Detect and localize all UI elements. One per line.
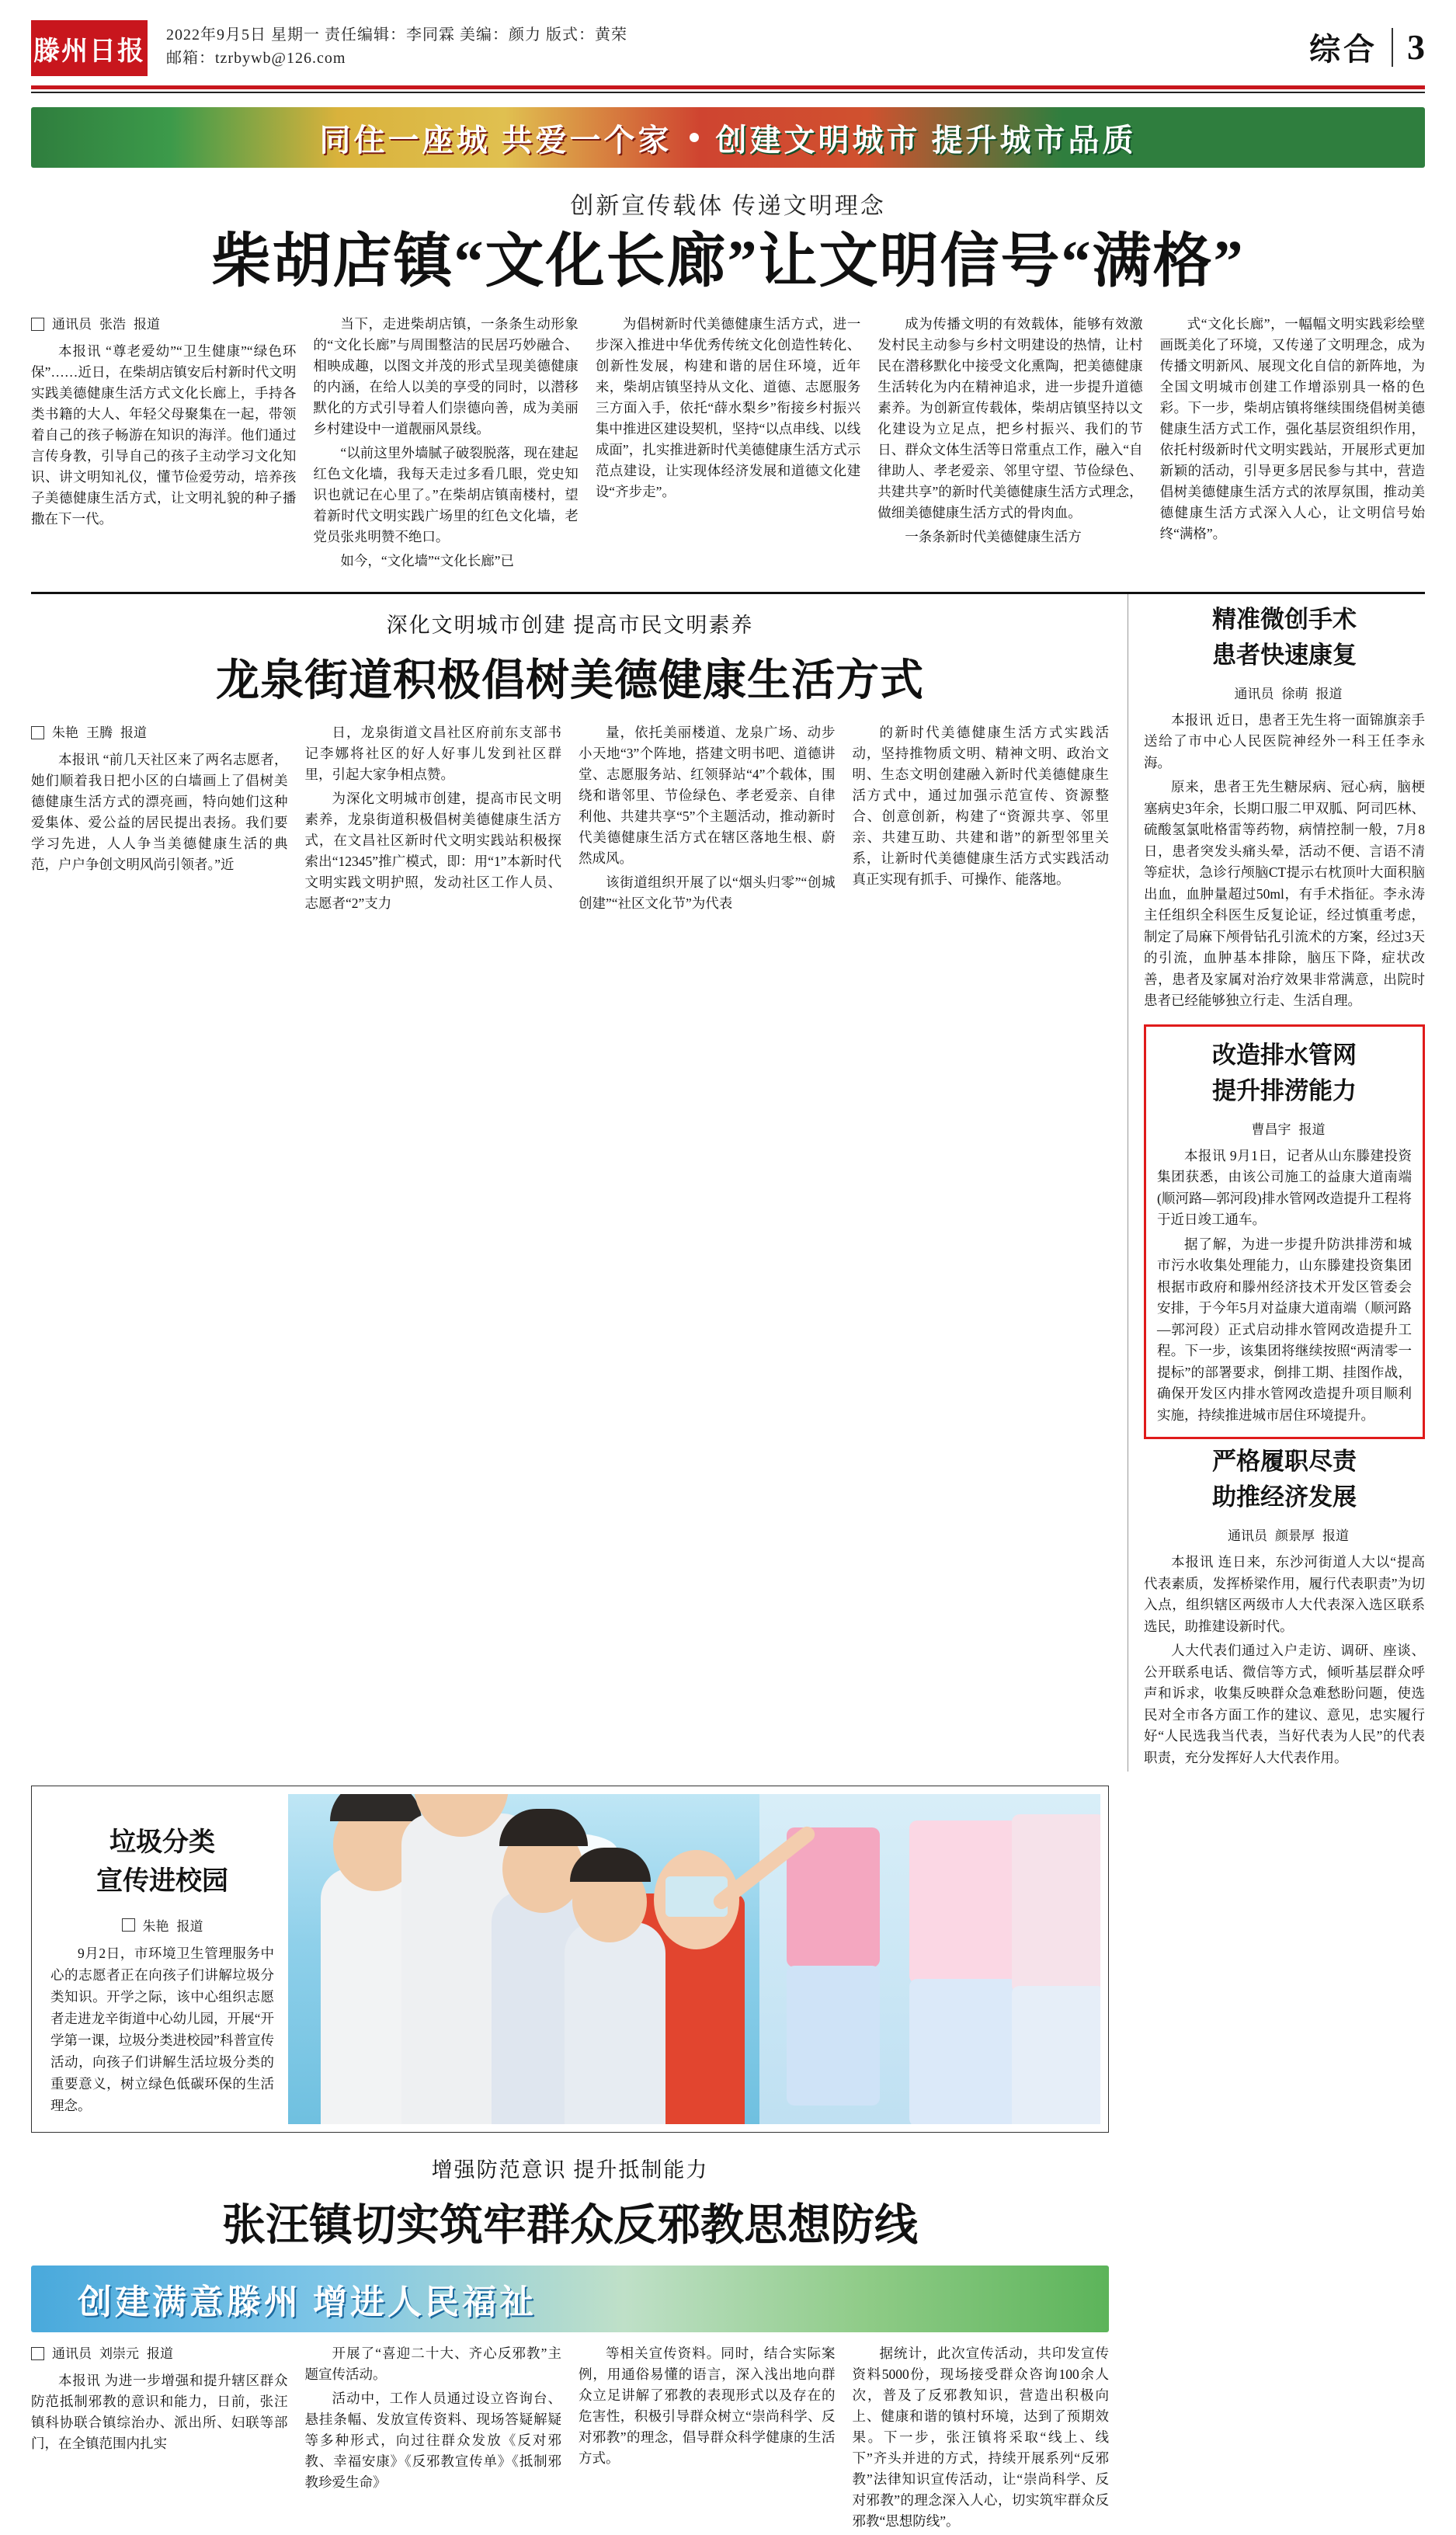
byline-verb: 报道 <box>1298 1121 1326 1137</box>
byline-box-icon <box>31 318 44 331</box>
section-divider <box>1392 28 1393 67</box>
rail-bottom-title-line2: 助推经济发展 <box>1212 1483 1357 1511</box>
byline-verb: 报道 <box>147 2346 173 2362</box>
photo-image <box>288 1794 1100 2124</box>
rail-top-para: 本报讯 近日，患者王先生将一面锦旗亲手送给了市中心人民医院神经外一科王任李永海。 <box>1144 711 1425 770</box>
rail-top-body <box>1144 710 1425 1012</box>
masthead-email-line: 邮箱：tzrbywb@126.com <box>166 50 346 67</box>
story2-para: 量，依托美丽楼道、龙泉广场、动步小天地“3”个阵地，搭建文明书吧、道德讲堂、志愿服务站、红领驿站“4”个载体，围绕和谐邻里、节俭绿色、孝老爱亲、自律利他、共建共享“5”个主题活动，推动新时代美德健康生活方式在辖区落地生根、蔚然成风。 <box>579 724 836 866</box>
story3-para: 开展了“喜迎二十大、齐心反邪教”主题宣传活动。 <box>304 2345 561 2383</box>
lead-para: “以前这里外墙腻子破裂脱落，现在建起红色文化墙，我每天走过多看几眼，党史知识也就记在心里了。”在柴胡店镇南楼村，望着新时代文明实践广场里的红色文化墙，老党员张兆明赞不绝口。 <box>313 444 579 544</box>
masthead-date-line: 2022年9月5日 星期一 责任编辑：李同霖 美编：颜力 版式：黄荣 <box>166 26 627 43</box>
byline-role: 朱艳 <box>52 725 78 740</box>
lead-col-3 <box>596 314 860 575</box>
byline-name: 刘崇元 <box>99 2346 139 2362</box>
rail-box-title-line1: 改造排水管网 <box>1212 1041 1357 1069</box>
story2-para: 本报讯 “前几天社区来了两名志愿者，她们顺着我日把小区的白墙画上了倡树美德健康生活方式的漂亮画，特向她们这种爱集体、爱公益的居民提出表扬。我们要学习先进，人人争当美德健康生活的典范，户户争创文明风尚引领者。”近 <box>31 751 288 872</box>
byline-verb: 报道 <box>120 725 147 740</box>
story3-para: 等相关宣传资料。同时，结合实际案例，用通俗易懂的语言，深入浅出地向群众立足讲解了邪教的表现形式以及存在的危害性，积极引导群众树立“崇尚科学、反对邪教”的理念，倡导群众科学健康的生活方式。 <box>579 2345 836 2467</box>
byline-name: 张浩 <box>99 316 126 332</box>
byline-box-icon <box>122 1918 135 1932</box>
story2-col-2 <box>305 722 562 917</box>
byline-box-icon <box>31 726 44 739</box>
byline-role: 朱艳 <box>142 1919 169 1935</box>
story3-para: 据统计，此次宣传活动，共印发宣传资料5000份，现场接受群众咨询100余人次，普及了反邪教知识，营造出积极向上、健康和谐的镇村环境，达到了预期效果。下一步，张汪镇将采取“线上、线下”齐头并进的方式，持续开展系列“反邪教”法律知识宣传活动，让“崇尚科学、反对邪教”的理念深入人心，切实筑牢群众反邪教“思想防线”。 <box>852 2345 1109 2530</box>
story3-pane <box>31 2137 1109 2535</box>
rail-top-title-line1: 精准微创手术 <box>1212 605 1357 633</box>
lead-para: 式“文化长廊”，一幅幅文明实践彩绘壁画既美化了环境，又传递了文明理念，成为传播文明新风、展现文化自信的新阵地，为全国文明城市创建工作增添别具一格的色彩。下一步，柴胡店镇将继续围绕倡树美德健康生活方式工作，强化基层资组织作用，依托村级新时代文明实践站，开展形式更加新颖的活动，引导更多居民参与其中，营造倡树美德健康生活方式的浓厚氛围，推动美德健康生活方式深入人心，让文明信号始终“满格”。 <box>1159 315 1426 541</box>
rail-bottom-title-line1: 严格履职尽责 <box>1212 1448 1357 1476</box>
story2-headline: 龙泉街道积极倡树美德健康生活方式 <box>216 656 924 705</box>
photo-story-section <box>31 1786 1425 2133</box>
story3-col-2 <box>305 2343 562 2535</box>
rail-top-byline <box>1144 683 1425 702</box>
byline-name: 徐萌 <box>1281 686 1308 701</box>
story2-para: 为深化文明城市创建，提高市民文明素养，龙泉街道积极倡树美德健康生活方式，在文昌社区新时代文明实践站积极探索出“12345”推广模式，即：用“1”本新时代文明实践文明护照，发动社区工作人员、志愿者“2”支力 <box>304 790 561 911</box>
story3-para: 本报讯 为进一步增强和提升辖区群众防范抵制邪教的意识和能力，日前，张汪镇科协联合镇综治办、派出所、妇联等部门，在全镇范围内扎实 <box>31 2373 288 2452</box>
story2-para: 该街道组织开展了以“烟头归零”“创城创建”“社区文化节”为代表 <box>579 874 836 911</box>
byline-box-icon <box>31 2347 44 2360</box>
photo-caption-column <box>40 1794 288 2124</box>
newspaper-logo: 滕州日报 <box>31 20 148 76</box>
story3-para: 活动中，工作人员通过设立咨询台、悬挂条幅、发放宣传资料、现场答疑解疑等多种形式，向过往群众发放《反对邪教、幸福安康》《反邪教宣传单》《抵制邪教珍爱生命》 <box>304 2391 561 2491</box>
story3-col-3 <box>579 2343 836 2535</box>
story2-col-3 <box>579 722 836 917</box>
byline-role: 曹昌宇 <box>1251 1121 1291 1137</box>
rail-box-byline <box>1157 1118 1412 1138</box>
section-name: 综合 <box>1309 32 1378 67</box>
masthead-section <box>1309 20 1425 69</box>
story3-col-1 <box>31 2343 288 2535</box>
lead-col-1 <box>31 314 296 575</box>
story2-pane <box>31 594 1109 1772</box>
masthead-red-rule <box>31 85 1425 89</box>
lead-col-5 <box>1160 314 1425 575</box>
recycling-machine <box>759 1794 1100 2124</box>
byline-role: 通讯员 <box>1228 1528 1267 1544</box>
photo-title-line2: 宣传进校园 <box>96 1867 228 1897</box>
lead-para: 为倡树新时代美德健康生活方式，进一步深入推进中华优秀传统文化创造性转化、创新性发展，构建和谐的居住环境，近年来，柴胡店镇坚持从文化、道德、志愿服务三方面入手，依托“薛水梨乡”衔接乡村振兴集中推进区建设契机，坚持“以点串线、以线成面”，扎实推进新时代美德健康生活方式示范点建设，让实现体经济发展和道德文化建设“齐步走”。 <box>595 315 861 499</box>
lead-para: 当下，走进柴胡店镇，一条条生动形象的“文化长廊”与周围整洁的民居巧妙融合、相映成趣，以图文并茂的形式呈现美德健康的内涵，在给人以美的享受的同时，以潜移默化的方式引导着人们崇德向善，成为美丽乡村建设中一道靓丽风景线。 <box>313 315 579 436</box>
photo-caption-text: 9月2日，市环境卫生管理服务中心的志愿者正在向孩子们讲解垃圾分类知识。开学之际，该中心组织志愿者走进龙辛街道中心幼儿园，开展“开学第一课，垃圾分类进校园”科普宣传活动，向孩子们讲解生活垃圾分类的重要意义，树立绿色低碳环保的生活理念。 <box>50 1946 274 2114</box>
lead-para: 一条条新时代美德健康生活方 <box>905 528 1082 544</box>
page-number: 3 <box>1407 27 1425 67</box>
byline-verb: 报道 <box>1315 686 1343 701</box>
campaign-banner <box>31 107 1425 168</box>
story2-byline <box>31 722 288 743</box>
story2-col-4 <box>853 722 1110 917</box>
banner-slogan-left: 同住一座城 共爱一个家 <box>319 122 672 158</box>
byline-role: 通讯员 <box>52 2346 92 2362</box>
story3-headline: 张汪镇切实筑牢群众反邪教思想防线 <box>222 2202 918 2251</box>
right-rail <box>1128 594 1425 1772</box>
byline-role: 通讯员 <box>52 316 92 332</box>
middle-section <box>0 592 1456 2535</box>
byline-name: 颜景厚 <box>1275 1528 1315 1544</box>
lead-col-2 <box>313 314 578 575</box>
photo-title-line1: 垃圾分类 <box>109 1828 215 1858</box>
photo-byline <box>50 1915 274 1935</box>
lead-para: 成为传播文明的有效载体，能够有效激发村民主动参与乡村文明建设的热情，让村民在潜移默化中接受文化熏陶，把美德健康生活转化为内在精神追求，进一步提升道德素养。为创新宣传载体，柴胡店镇坚持以文化建设为立足点，把乡村振兴、我们的节日、群众文体生活等日常重点工作，融入“自律助人、孝老爱亲、邻里守望、节俭绿色、共建共享”的新时代美德健康生活方式理念，做细美德健康生活方式的骨肉血。 <box>877 315 1143 520</box>
photo-story-block <box>31 1786 1109 2133</box>
banner-dot-icon <box>690 133 699 142</box>
lead-headline: 柴胡店镇“文化长廊”让文明信号“满格” <box>211 229 1245 294</box>
story3-banner <box>31 2266 1109 2332</box>
masthead-info <box>166 20 1309 70</box>
story2-para: 的新时代美德健康生活方式实践活动，坚持推物质文明、精神文明、政治文明、生态文明创建融入新时代美德健康生活方式中，通过加强示范宣传、资源整合、创意创新，构建了“资源共享、邻里亲、共建互助、共建和谐”的新型邻里关系，让新时代美德健康生活方式实践活动真正实现有抓手、可操作、能落地。 <box>852 724 1109 887</box>
story2-columns <box>31 722 1109 917</box>
masthead <box>0 0 1456 81</box>
rail-box-title-line2: 提升排涝能力 <box>1212 1076 1357 1104</box>
rail-box-body <box>1157 1146 1412 1427</box>
rail-bottom-body <box>1144 1552 1425 1768</box>
lead-col-4 <box>877 314 1142 575</box>
lead-para: 如今，“文化墙”“文化长廊”已 <box>340 552 514 569</box>
story3-banner-text: 创建满意滕州 增进人民福祉 <box>78 2283 537 2322</box>
byline-verb: 报道 <box>1322 1528 1349 1544</box>
rail-top-para: 原来，患者王先生糖尿病、冠心病，脑梗塞病史3年余，长期口服二甲双胍、阿司匹林、硫酸氢氯吡格雷等药物，病情控制一般，7月8日，患者突发头痛头晕，活动不便、言语不清等症状，急诊行颅脑CT提示右枕顶叶大面积脑出血，血肿量超过50ml，有手术指征。李永涛主任组织全科医生反复论证，经过慎重考虑，制定了局麻下颅骨钻孔引流术的方案，经过3天的引流，血肿基本排除，脑压下降，症状改善，患者及家属对治疗效果非常满意，出院时患者已经能够独立行走、生活自理。 <box>1144 779 1425 1009</box>
lead-shoulder-title: 创新宣传载体 传递文明理念 <box>570 193 886 219</box>
lead-story-columns <box>0 314 1456 575</box>
story2-para: 日，龙泉街道文昌社区府前东支部书记李娜将社区的好人好事儿发到社区群里，引起大家争相点赞。 <box>304 724 561 782</box>
story3-columns <box>31 2343 1109 2535</box>
banner-slogan-right: 创建文明城市 提升城市品质 <box>715 122 1137 158</box>
rail-boxed-story <box>1144 1024 1425 1440</box>
rail-bottom-para: 人大代表们通过入户走访、调研、座谈、公开联系电话、微信等方式，倾听基层群众呼声和诉求，收集反映群众急难愁盼问题，使选民对全市各方面工作的建议、意见，忠实履行好“人民选我当代表，当好代表为人民”的代表职责，充分发挥好人大代表作用。 <box>1144 1643 1425 1765</box>
masthead-thin-rule <box>31 92 1425 93</box>
story3-col-4 <box>853 2343 1110 2535</box>
byline-name: 王腾 <box>86 725 113 740</box>
byline-verb: 报道 <box>176 1919 203 1935</box>
rail-box-para: 本报讯 9月1日，记者从山东滕建投资集团获悉，由该公司施工的益康大道南端(顺河路—郭河段)排水管网改造提升工程将于近日竣工通车。 <box>1157 1147 1412 1228</box>
rail-box-para: 据了解，为进一步提升防洪排涝和城市污水收集处理能力，山东滕建投资集团根据市政府和滕州经济技术开发区管委会安排，于今年5月对益康大道南端（顺河路—郭河段）正式启动排水管网改造提升工程。下一步，该集团将继续按照“两清零一提标”的部署要求，倒排工期、挂图作战，确保开发区内排水管网改造提升项目顺利实施，持续推进城市居住环境提升。 <box>1157 1236 1412 1423</box>
story3-byline <box>31 2343 288 2364</box>
byline-verb: 报道 <box>134 316 160 332</box>
lead-para: 本报讯 “尊老爱幼”“卫生健康”“绿色环保”……近日，在柴胡店镇安后村新时代文明实践美德健康生活方式文化长廊上，手持各类书籍的大人、年轻父母聚集在一起，带领着自己的孩子畅游在知识的海洋。他们通过言传身教，引导自己的孩子主动学习文化知识、讲文明知礼仪，懂节俭爱劳动，培养孩子美德健康生活方式，让文明礼貌的种子播撒在下一代。 <box>31 343 297 527</box>
lead-byline <box>31 314 296 335</box>
story2-col-1 <box>31 722 288 917</box>
rail-bottom-byline <box>1144 1525 1425 1544</box>
rail-bottom-para: 本报讯 连日来，东沙河街道人大以“提高代表素质，发挥桥梁作用，履行代表职责”为切入点，组织辖区两级市人大代表深入选区联系选民，助推建设新时代。 <box>1144 1554 1425 1634</box>
byline-role: 通讯员 <box>1234 686 1274 701</box>
story2-shoulder-title: 深化文明城市创建 提高市民文明素养 <box>386 613 754 637</box>
story3-shoulder-title: 增强防范意识 提升抵制能力 <box>431 2158 709 2182</box>
rail-top-title-line2: 患者快速康复 <box>1212 641 1357 669</box>
